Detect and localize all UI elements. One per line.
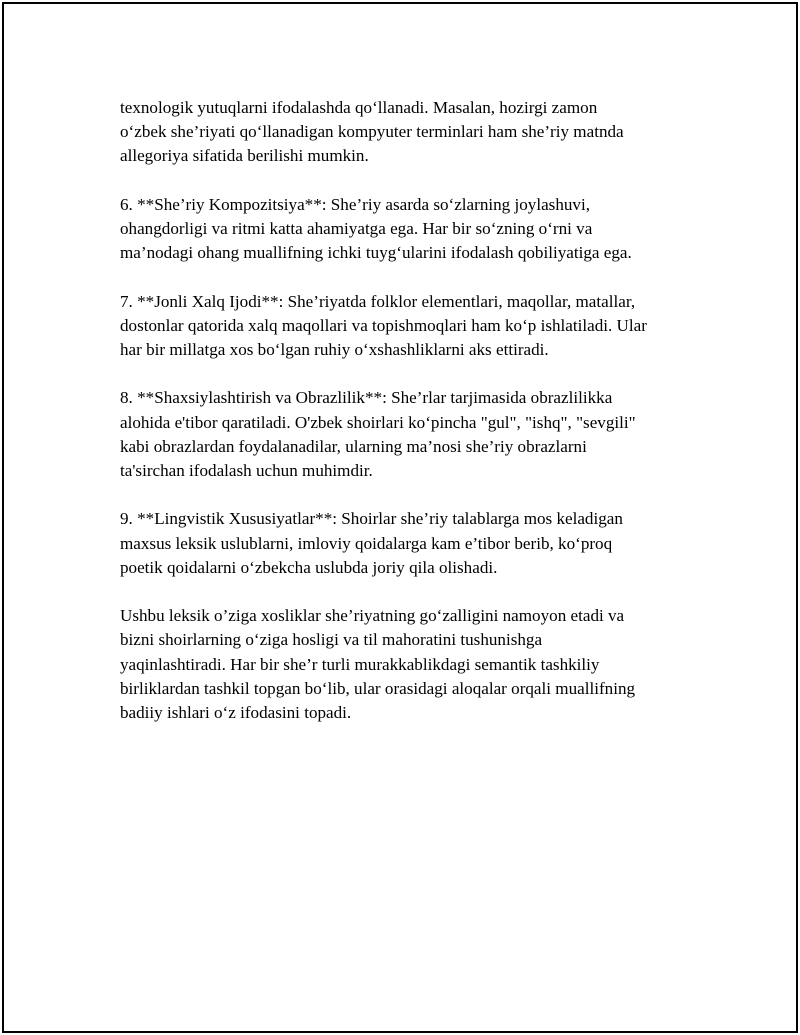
text-line: ohangdorligi va ritmi katta ahamiyatga ega. Har bir so‘zning o‘rni va: [120, 219, 593, 238]
text-line: poetik qoidalarni o‘zbekcha uslubda joriy qila olishadi.: [120, 557, 498, 577]
text-line: badiiy ishlari o‘z ifodasini topadi.: [120, 703, 352, 722]
text-line: allegoriya sifatida berilishi mumkin.: [120, 146, 369, 166]
document-body: [120, 96, 710, 749]
text-line: o‘zbek she’riyati qo‘llanadigan kompyuter terminlari ham she’riy matnda: [120, 122, 624, 142]
text-line: 7. **Jonli Xalq Ijodi**: She’riyatda folklor elementlari, maqollar, matallar,: [120, 291, 636, 311]
paragraph-item-8: [120, 386, 710, 483]
text-line: Ushbu leksik o’ziga xosliklar she’riyatning go‘zalligini namoyon etadi va: [120, 606, 625, 626]
page-frame: [2, 2, 798, 1033]
text-line: ta'sirchan ifodalash uchun muhimdir.: [120, 461, 373, 480]
text-line: 6. **She’riy Kompozitsiya**: She’riy asarda so‘zlarning joylashuvi,: [120, 194, 590, 214]
text-line: ma’nodagi ohang muallifning ichki tuyg‘ularini ifodalash qobiliyatiga ega.: [120, 243, 632, 263]
text-line: 9. **Lingvistik Xususiyatlar**: Shoirlar she’riy talablarga mos keladigan: [120, 509, 623, 529]
paragraph-item-9: [120, 507, 710, 580]
text-line: texnologik yutuqlarni ifodalashda qo‘llanadi. Masalan, hozirgi zamon: [120, 98, 598, 117]
text-line: dostonlar qatorida xalq maqollari va topishmoqlari ham ko‘p ishlatiladi. Ular: [120, 315, 647, 335]
paragraph-item-6: [120, 193, 710, 266]
text-line: 8. **Shaxsiylashtirish va Obrazlilik**: She’rlar tarjimasida obrazlilikka: [120, 388, 613, 408]
text-line: maxsus leksik uslublarni, imloviy qoidalarga kam e’tibor berib, ko‘proq: [120, 533, 613, 553]
text-line: har bir millatga xos bo‘lgan ruhiy o‘xshashliklarni aks ettiradi.: [120, 340, 549, 359]
paragraph-item-7: [120, 290, 710, 363]
paragraph-conclusion: [120, 604, 710, 725]
paragraph-intro-continued: [120, 96, 710, 169]
text-line: yaqinlashtiradi. Har bir she’r turli murakkablikdagi semantik tashkiliy: [120, 654, 600, 674]
text-line: birliklardan tashkil topgan bo‘lib, ular orasidagi aloqalar orqali muallifning: [120, 678, 636, 698]
text-line: alohida e'tibor qaratiladi. O'zbek shoirlari ko‘pincha "gul", "ishq", "sevgili": [120, 412, 636, 432]
text-line: bizni shoirlarning o‘ziga hosligi va til mahoratini tushunishga: [120, 630, 543, 650]
text-line: kabi obrazlardan foydalanadilar, ularning ma’nosi she’riy obrazlarni: [120, 436, 587, 456]
